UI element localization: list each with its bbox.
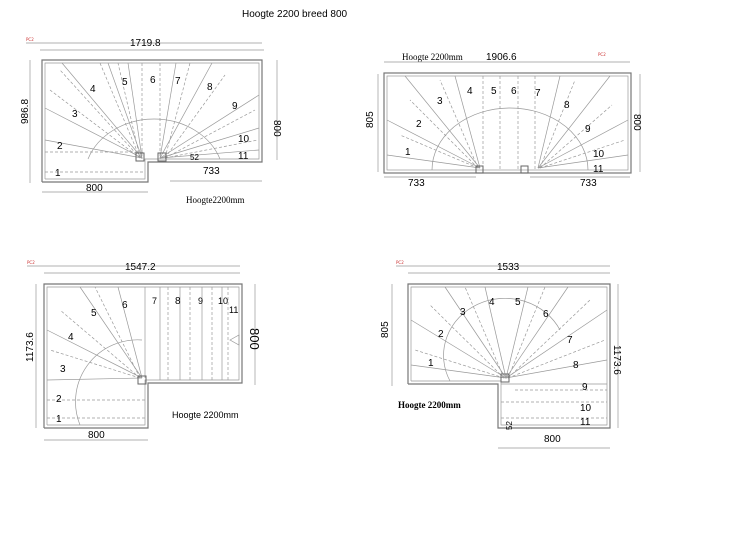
caption-3: Hoogte 2200mm (172, 410, 239, 420)
step-4-1: 1 (428, 358, 434, 369)
drawing-2 (365, 52, 642, 189)
step-2-6: 6 (511, 86, 517, 97)
step-3-10: 10 (218, 296, 229, 306)
step-3-5: 5 (91, 308, 97, 319)
bottom-right-dim-1: 733 (203, 166, 220, 177)
step-3-1: 1 (56, 414, 62, 425)
step-4-5: 5 (515, 297, 521, 308)
step-1-9: 9 (232, 101, 238, 112)
step-4-8: 8 (573, 360, 579, 371)
drawing-3 (25, 260, 262, 441)
height-left-dim-3: 1173.6 (25, 332, 36, 362)
step-2-5: 5 (491, 86, 497, 97)
caption-1: Hoogte2200mm (186, 195, 245, 205)
bottom-right-dim-2: 733 (580, 178, 597, 189)
small-dim-4: 52 (505, 421, 514, 430)
top-title-2: Hoogte 2200mm (402, 52, 463, 62)
step-1-8: 8 (207, 82, 213, 93)
small-dim-1: 52 (190, 153, 199, 162)
logo-stamp: PC2 (598, 52, 606, 57)
width-dim-4: 1533 (497, 262, 520, 273)
step-4-6: 6 (543, 309, 549, 320)
step-3-11: 11 (229, 305, 239, 315)
height-left-dim-2: 805 (365, 111, 376, 128)
step-1-1: 1 (55, 168, 61, 179)
bottom-left-dim-1: 800 (86, 183, 103, 194)
step-1-4: 4 (90, 84, 96, 95)
step-1-2: 2 (57, 141, 63, 152)
step-4-2: 2 (438, 329, 444, 340)
step-1-11: 11 (238, 151, 249, 162)
drawing-1 (20, 37, 282, 205)
step-3-2: 2 (56, 394, 62, 405)
step-2-10: 10 (593, 149, 605, 160)
bottom-right-dim-4: 800 (544, 434, 561, 445)
height-left-dim-1: 986.8 (20, 98, 31, 124)
step-4-11: 11 (580, 417, 591, 428)
step-2-1: 1 (405, 147, 411, 158)
step-4-9: 9 (582, 382, 588, 393)
step-1-3: 3 (72, 109, 78, 120)
step-1-10: 10 (238, 134, 250, 145)
step-3-8: 8 (175, 296, 181, 307)
step-2-9: 9 (585, 124, 591, 135)
step-2-2: 2 (416, 119, 422, 130)
bottom-left-dim-3: 800 (88, 430, 105, 441)
step-2-8: 8 (564, 100, 570, 111)
step-4-4: 4 (489, 297, 495, 308)
sheet-title: Hoogte 2200 breed 800 (242, 9, 348, 20)
width-dim-1: 1719.8 (130, 38, 161, 49)
drawing-4 (380, 260, 622, 448)
step-1-5: 5 (122, 77, 128, 88)
logo-stamp: PC2 (27, 260, 35, 265)
step-3-4: 4 (68, 332, 74, 343)
bottom-left-dim-2: 733 (408, 178, 425, 189)
logo-stamp: PC2 (26, 37, 34, 42)
height-left-dim-4: 805 (380, 321, 391, 338)
step-2-7: 7 (535, 88, 541, 99)
step-3-6: 6 (122, 300, 128, 311)
step-3-7: 7 (152, 296, 158, 306)
step-1-7: 7 (175, 76, 181, 87)
step-4-10: 10 (580, 403, 592, 414)
caption-4: Hoogte 2200mm (398, 400, 461, 410)
height-right-dim-1: 800 (271, 120, 282, 137)
step-4-7: 7 (567, 335, 573, 346)
step-1-6: 6 (150, 75, 156, 86)
step-4-3: 3 (460, 307, 466, 318)
step-2-11: 11 (593, 164, 604, 175)
logo-stamp: PC2 (396, 260, 404, 265)
step-2-3: 3 (437, 96, 443, 107)
step-3-3: 3 (60, 364, 66, 375)
height-right-dim-2: 800 (631, 114, 642, 131)
step-2-4: 4 (467, 86, 473, 97)
width-dim-3: 1547.2 (125, 262, 156, 273)
height-right-dim-3: 800 (247, 328, 262, 350)
height-right-dim-4: 1173.6 (611, 345, 622, 375)
step-3-9: 9 (198, 296, 204, 306)
width-dim-2: 1906.6 (486, 52, 517, 63)
